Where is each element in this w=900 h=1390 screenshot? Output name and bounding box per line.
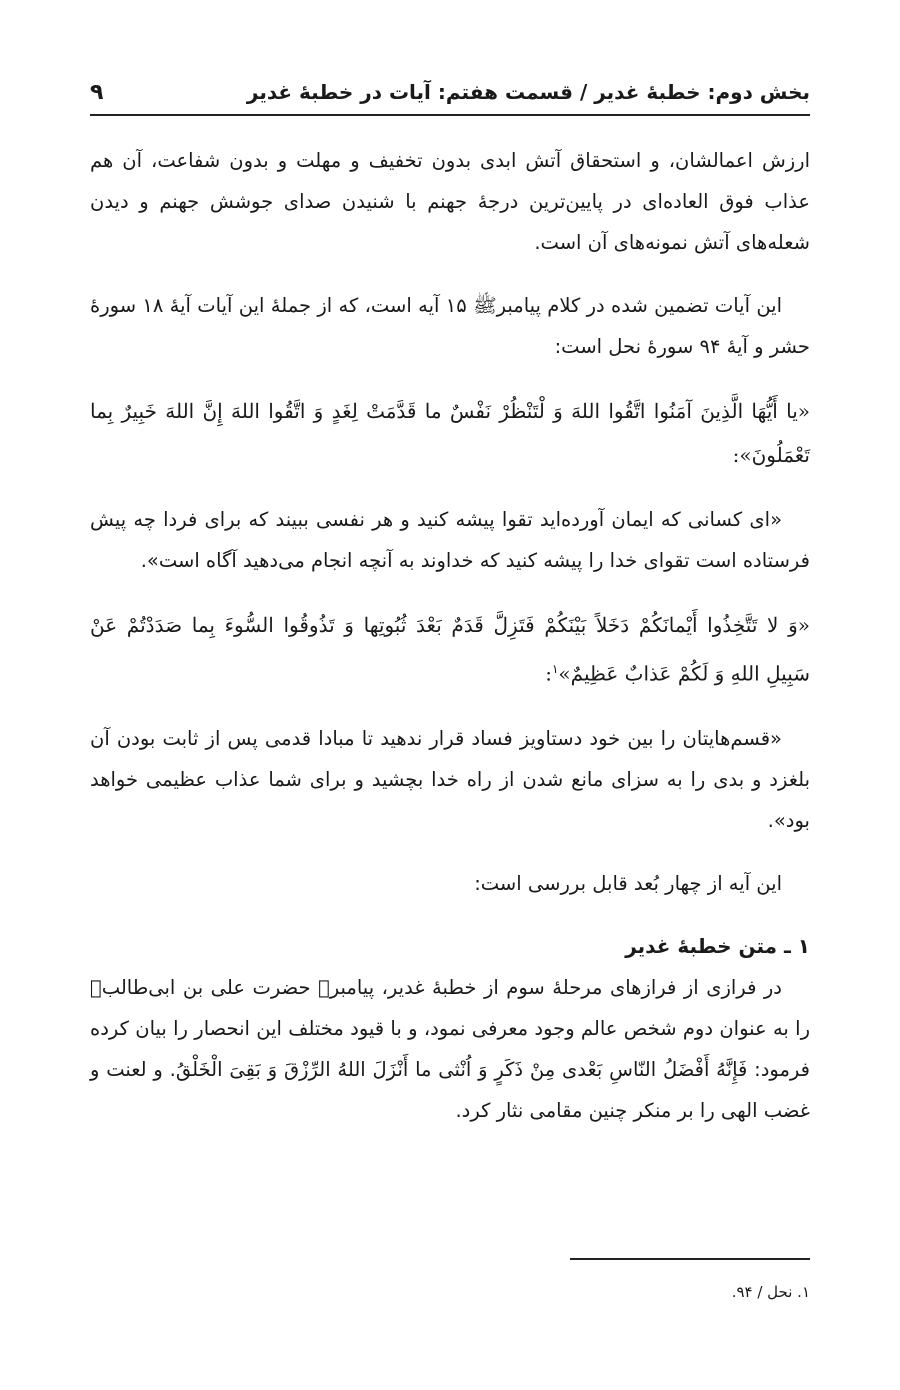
paragraph-4: در فرازی از فرازهای مرحلهٔ سوم از خطبهٔ غدیر، پیامبرﷺ حضرت علی بن ابی‌طالبؑ را به عنوان دوم شخص عالم وجود معرفی نمود، و با قیود مختلف این انحصار را بیان کرده فرمود: فَإِنَّهُ أَفْضَلُ النّاسِ بَعْدی مِنْ ذَکَرٍ وَ اُنْثی ما أَنْزَلَ اللهُ الرِّزْقَ وَ بَقِیَ الْخَلْقُ. و لعنت و غضب الهی را بر منکر چنین مقامی نثار کرد.: [90, 975, 810, 1122]
translation-1: «ای کسانی که ایمان آورده‌اید تقوا پیشه کنید و هر نفسی ببیند که برای فردا چه پیش فرستاده است تقوای خدا را پیشه کنید که خداوند به آنچه انجام می‌دهید آگاه است».: [90, 508, 810, 572]
paragraph-3: این آیه از چهار بُعد قابل بررسی است:: [474, 871, 782, 895]
paragraph-2: این آیات تضمین شده در کلام پیامبرﷺ ۱۵ آیه است، که از جملهٔ این آیات آیهٔ ۱۸ سورهٔ حشر و آیهٔ ۹۴ سورهٔ نحل است:: [90, 294, 810, 358]
footnote-divider: [570, 1258, 810, 1260]
header-title: بخش دوم: خطبهٔ غدیر / قسمت هفتم: آیات در خطبهٔ غدیر: [246, 80, 810, 104]
quran-verse-2-end: :: [545, 661, 552, 686]
footnote-ref: ۱: [551, 662, 559, 676]
paragraph-1: ارزش اعمالشان، و استحقاق آتش ابدی بدون تخفیف و مهلت و بدون شفاعت، آن هم عذاب فوق العاده‌ای در پایین‌ترین درجهٔ جهنم با شنیدن صدای جوشش جهنم و دیدن شعله‌های آتش نمونه‌های آن است.: [90, 149, 810, 254]
running-header: [90, 70, 810, 116]
footnote: ۱. نحل / ۹۴.: [731, 1283, 810, 1301]
page-number: ۹: [90, 79, 104, 105]
translation-2: «قسم‌هایتان را بین خود دستاویز فساد قرار ندهید تا مبادا قدمی پس از ثابت بودن آن بلغزد و بدی را به سزای مانع شدن از راه خدا بچشید و برای شما عذاب عظیمی خواهد بود».: [90, 726, 810, 832]
quran-verse-2-text: «وَ لا تَتَّخِذُوا أَیْمانَکُمْ دَخَلاً بَیْنَکُمْ فَتَزِلَّ قَدَمٌ بَعْدَ ثُبُوتِها وَ تَذُوقُوا السُّوءَ بِما صَدَدْتُمْ عَنْ سَبِیلِ اللهِ وَ لَکُمْ عَذابٌ عَظِیمٌ»: [90, 613, 810, 686]
section-heading: ۱ ـ متن خطبهٔ غدیر: [625, 933, 810, 958]
page-body: [90, 140, 810, 1137]
quran-verse-2: [90, 603, 810, 696]
quran-verse-1: «یا أَیُّهَا الَّذِینَ آمَنُوا اتَّقُوا اللهَ وَ لْتَنْظُرْ نَفْسٌ ما قَدَّمَتْ لِغَدٍ وَ اتَّقُوا اللهَ إِنَّ اللهَ خَبِیرٌ بِما تَعْمَلُونَ»:: [90, 399, 810, 467]
